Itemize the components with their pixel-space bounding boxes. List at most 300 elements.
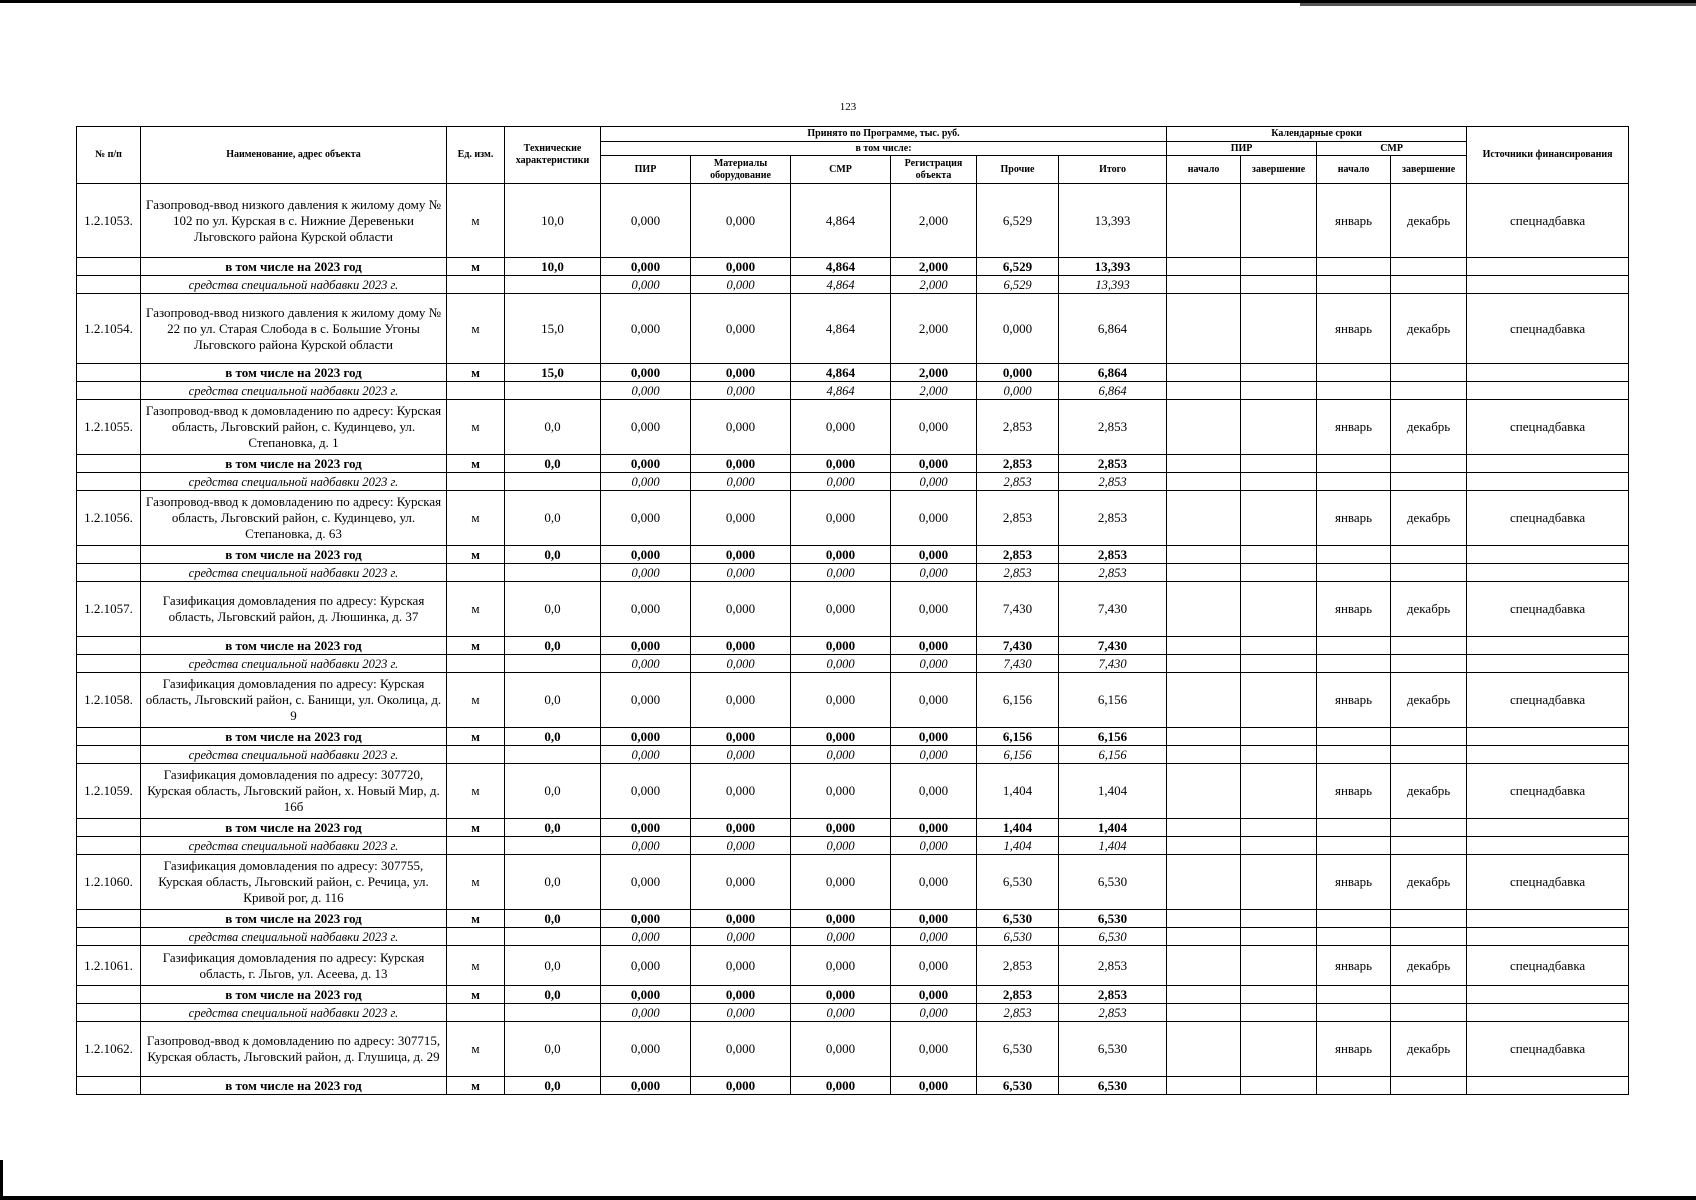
sub-pir: 0,000 xyxy=(601,546,691,564)
total-cell: 6,864 xyxy=(1059,294,1167,364)
other-cell: 0,000 xyxy=(977,294,1059,364)
sub-total: 6,156 xyxy=(1059,728,1167,746)
smr-cell: 0,000 xyxy=(791,491,891,546)
sub-smr: 0,000 xyxy=(791,455,891,473)
fund-pir: 0,000 xyxy=(601,655,691,673)
sub-empty xyxy=(1391,258,1467,276)
fund-empty xyxy=(505,382,601,400)
sub-total: 6,530 xyxy=(1059,910,1167,928)
sub-label: в том числе на 2023 год xyxy=(141,910,447,928)
header-other: Прочие xyxy=(977,156,1059,184)
fund-materials: 0,000 xyxy=(691,655,791,673)
smr-end-cell: декабрь xyxy=(1391,582,1467,637)
subtotal-2023-row xyxy=(77,637,1629,655)
fund-label: средства специальной надбавки 2023 г. xyxy=(141,746,447,764)
subtotal-2023-row xyxy=(77,455,1629,473)
fund-empty xyxy=(505,746,601,764)
sub-pir: 0,000 xyxy=(601,1077,691,1095)
sub-smr: 4,864 xyxy=(791,364,891,382)
sub-empty xyxy=(1391,637,1467,655)
header-including: в том числе: xyxy=(601,142,1167,156)
unit-cell: м xyxy=(447,1022,505,1077)
materials-cell: 0,000 xyxy=(691,491,791,546)
unit-cell: м xyxy=(447,855,505,910)
fund-empty xyxy=(1467,473,1629,491)
fund-total: 6,156 xyxy=(1059,746,1167,764)
sub-materials: 0,000 xyxy=(691,819,791,837)
header-accepted: Принято по Программе, тыс. руб. xyxy=(601,127,1167,142)
fund-label: средства специальной надбавки 2023 г. xyxy=(141,276,447,294)
fund-empty xyxy=(1317,382,1391,400)
fund-smr: 0,000 xyxy=(791,928,891,946)
sub-empty xyxy=(1167,819,1241,837)
fund-empty xyxy=(1241,837,1317,855)
fund-label: средства специальной надбавки 2023 г. xyxy=(141,564,447,582)
sub-pir: 0,000 xyxy=(601,258,691,276)
sub-empty xyxy=(1241,546,1317,564)
smr-end-cell: декабрь xyxy=(1391,294,1467,364)
fund-smr: 0,000 xyxy=(791,1004,891,1022)
total-cell: 6,530 xyxy=(1059,1022,1167,1077)
fund-registration: 2,000 xyxy=(891,276,977,294)
sub-registration: 0,000 xyxy=(891,910,977,928)
fund-other: 2,853 xyxy=(977,1004,1059,1022)
smr-cell: 0,000 xyxy=(791,673,891,728)
sub-pir: 0,000 xyxy=(601,637,691,655)
header-total: Итого xyxy=(1059,156,1167,184)
sub-total: 13,393 xyxy=(1059,258,1167,276)
registration-cell: 2,000 xyxy=(891,294,977,364)
sub-empty xyxy=(77,986,141,1004)
fund-smr: 4,864 xyxy=(791,276,891,294)
sub-registration: 2,000 xyxy=(891,258,977,276)
sub-materials: 0,000 xyxy=(691,728,791,746)
fund-empty xyxy=(1467,746,1629,764)
table-header xyxy=(77,127,1629,184)
source-cell: спецнадбавка xyxy=(1467,400,1629,455)
fund-other: 7,430 xyxy=(977,655,1059,673)
other-cell: 1,404 xyxy=(977,764,1059,819)
fund-smr: 0,000 xyxy=(791,837,891,855)
fund-other: 2,853 xyxy=(977,473,1059,491)
fund-registration: 0,000 xyxy=(891,746,977,764)
subtotal-2023-row xyxy=(77,728,1629,746)
unit-cell: м xyxy=(447,400,505,455)
special-fund-row xyxy=(77,837,1629,855)
object-name: Газопровод-ввод низкого давления к жилому дому № 102 по ул. Курская в с. Нижние Деревеньки Льговского района Курской области xyxy=(141,184,447,258)
sub-empty xyxy=(1317,637,1391,655)
sub-materials: 0,000 xyxy=(691,364,791,382)
sub-smr: 0,000 xyxy=(791,637,891,655)
total-cell: 2,853 xyxy=(1059,491,1167,546)
fund-empty xyxy=(447,473,505,491)
sub-other: 6,530 xyxy=(977,910,1059,928)
special-fund-row xyxy=(77,928,1629,946)
registration-cell: 0,000 xyxy=(891,491,977,546)
sub-label: в том числе на 2023 год xyxy=(141,455,447,473)
sub-empty xyxy=(1167,728,1241,746)
fund-empty xyxy=(1317,473,1391,491)
pir-end-cell xyxy=(1241,673,1317,728)
object-row xyxy=(77,1022,1629,1077)
sub-other: 2,853 xyxy=(977,455,1059,473)
fund-empty xyxy=(77,746,141,764)
unit-cell: м xyxy=(447,184,505,258)
fund-empty xyxy=(447,746,505,764)
header-smr-end: завершение xyxy=(1391,156,1467,184)
sub-other: 0,000 xyxy=(977,364,1059,382)
header-unit: Ед. изм. xyxy=(447,127,505,184)
fund-empty xyxy=(505,928,601,946)
total-cell: 2,853 xyxy=(1059,946,1167,986)
smr-cell: 0,000 xyxy=(791,764,891,819)
sub-empty xyxy=(1467,258,1629,276)
sub-total: 2,853 xyxy=(1059,455,1167,473)
sub-empty xyxy=(1317,258,1391,276)
fund-smr: 0,000 xyxy=(791,564,891,582)
sub-materials: 0,000 xyxy=(691,910,791,928)
sub-empty xyxy=(1241,910,1317,928)
object-id: 1.2.1055. xyxy=(77,400,141,455)
pir-cell: 0,000 xyxy=(601,1022,691,1077)
sub-other: 6,530 xyxy=(977,1077,1059,1095)
smr-end-cell: декабрь xyxy=(1391,400,1467,455)
sub-materials: 0,000 xyxy=(691,637,791,655)
sub-registration: 0,000 xyxy=(891,455,977,473)
fund-registration: 0,000 xyxy=(891,1004,977,1022)
sub-empty xyxy=(1167,258,1241,276)
sub-empty xyxy=(77,1077,141,1095)
source-cell: спецнадбавка xyxy=(1467,1022,1629,1077)
header-cal-pir: ПИР xyxy=(1167,142,1317,156)
object-id: 1.2.1059. xyxy=(77,764,141,819)
pir-cell: 0,000 xyxy=(601,673,691,728)
fund-empty xyxy=(1391,837,1467,855)
fund-total: 1,404 xyxy=(1059,837,1167,855)
fund-materials: 0,000 xyxy=(691,746,791,764)
unit-cell: м xyxy=(447,673,505,728)
fund-empty xyxy=(1391,655,1467,673)
sub-total: 6,864 xyxy=(1059,364,1167,382)
pir-start-cell xyxy=(1167,400,1241,455)
sub-total: 2,853 xyxy=(1059,546,1167,564)
tech-cell: 15,0 xyxy=(505,294,601,364)
sub-tech: 0,0 xyxy=(505,819,601,837)
fund-empty xyxy=(1467,1004,1629,1022)
source-cell: спецнадбавка xyxy=(1467,184,1629,258)
pir-end-cell xyxy=(1241,491,1317,546)
fund-empty xyxy=(505,655,601,673)
source-cell: спецнадбавка xyxy=(1467,294,1629,364)
sub-empty xyxy=(1167,986,1241,1004)
fund-materials: 0,000 xyxy=(691,928,791,946)
sub-empty xyxy=(77,364,141,382)
sub-tech: 0,0 xyxy=(505,455,601,473)
fund-empty xyxy=(447,382,505,400)
sub-smr: 0,000 xyxy=(791,910,891,928)
materials-cell: 0,000 xyxy=(691,764,791,819)
pir-end-cell xyxy=(1241,855,1317,910)
pir-cell: 0,000 xyxy=(601,855,691,910)
pir-start-cell xyxy=(1167,673,1241,728)
fund-total: 7,430 xyxy=(1059,655,1167,673)
materials-cell: 0,000 xyxy=(691,673,791,728)
fund-label: средства специальной надбавки 2023 г. xyxy=(141,928,447,946)
object-row xyxy=(77,582,1629,637)
sub-empty xyxy=(1467,1077,1629,1095)
fund-total: 6,530 xyxy=(1059,928,1167,946)
header-calendar: Календарные сроки xyxy=(1167,127,1467,142)
fund-materials: 0,000 xyxy=(691,837,791,855)
smr-start-cell: январь xyxy=(1317,1022,1391,1077)
sub-empty xyxy=(1391,1077,1467,1095)
sub-unit: м xyxy=(447,258,505,276)
header-pir-end: завершение xyxy=(1241,156,1317,184)
fund-empty xyxy=(1241,473,1317,491)
fund-empty xyxy=(1167,276,1241,294)
fund-empty xyxy=(1167,837,1241,855)
sub-other: 6,529 xyxy=(977,258,1059,276)
sub-empty xyxy=(1391,546,1467,564)
header-materials: Материалы оборудование xyxy=(691,156,791,184)
sub-empty xyxy=(1467,728,1629,746)
registration-cell: 0,000 xyxy=(891,582,977,637)
fund-empty xyxy=(447,276,505,294)
header-pir: ПИР xyxy=(601,156,691,184)
pir-end-cell xyxy=(1241,582,1317,637)
fund-empty xyxy=(505,837,601,855)
fund-empty xyxy=(1167,473,1241,491)
unit-cell: м xyxy=(447,582,505,637)
fund-empty xyxy=(1317,837,1391,855)
sub-empty xyxy=(1467,986,1629,1004)
subtotal-2023-row xyxy=(77,1077,1629,1095)
sub-empty xyxy=(1391,910,1467,928)
fund-empty xyxy=(77,382,141,400)
fund-empty xyxy=(447,928,505,946)
fund-pir: 0,000 xyxy=(601,837,691,855)
tech-cell: 0,0 xyxy=(505,673,601,728)
subtotal-2023-row xyxy=(77,819,1629,837)
sub-empty xyxy=(1317,728,1391,746)
fund-empty xyxy=(1317,928,1391,946)
tech-cell: 10,0 xyxy=(505,184,601,258)
materials-cell: 0,000 xyxy=(691,294,791,364)
fund-pir: 0,000 xyxy=(601,276,691,294)
fund-empty xyxy=(1391,928,1467,946)
object-id: 1.2.1060. xyxy=(77,855,141,910)
fund-empty xyxy=(1241,1004,1317,1022)
smr-start-cell: январь xyxy=(1317,673,1391,728)
pir-start-cell xyxy=(1167,855,1241,910)
sub-pir: 0,000 xyxy=(601,910,691,928)
fund-total: 2,853 xyxy=(1059,564,1167,582)
scan-edge-top-right xyxy=(1300,3,1696,6)
header-registration: Регистрация объекта xyxy=(891,156,977,184)
fund-pir: 0,000 xyxy=(601,928,691,946)
sub-pir: 0,000 xyxy=(601,455,691,473)
materials-cell: 0,000 xyxy=(691,855,791,910)
fund-registration: 0,000 xyxy=(891,564,977,582)
fund-smr: 0,000 xyxy=(791,473,891,491)
pir-start-cell xyxy=(1167,184,1241,258)
materials-cell: 0,000 xyxy=(691,582,791,637)
subtotal-2023-row xyxy=(77,910,1629,928)
fund-empty xyxy=(1241,276,1317,294)
fund-empty xyxy=(1241,382,1317,400)
smr-start-cell: январь xyxy=(1317,764,1391,819)
fund-empty xyxy=(77,564,141,582)
sub-total: 2,853 xyxy=(1059,986,1167,1004)
special-fund-row xyxy=(77,276,1629,294)
smr-cell: 0,000 xyxy=(791,582,891,637)
sub-registration: 0,000 xyxy=(891,986,977,1004)
materials-cell: 0,000 xyxy=(691,184,791,258)
fund-materials: 0,000 xyxy=(691,1004,791,1022)
sub-empty xyxy=(77,637,141,655)
fund-empty xyxy=(1317,746,1391,764)
source-cell: спецнадбавка xyxy=(1467,855,1629,910)
sub-unit: м xyxy=(447,728,505,746)
object-row xyxy=(77,764,1629,819)
scan-edge-left xyxy=(0,1160,3,1200)
fund-empty xyxy=(1241,564,1317,582)
sub-empty xyxy=(1167,910,1241,928)
sub-smr: 4,864 xyxy=(791,258,891,276)
materials-cell: 0,000 xyxy=(691,946,791,986)
source-cell: спецнадбавка xyxy=(1467,946,1629,986)
subtotal-2023-row xyxy=(77,258,1629,276)
sub-empty xyxy=(77,910,141,928)
sub-empty xyxy=(1167,637,1241,655)
object-row xyxy=(77,184,1629,258)
fund-smr: 0,000 xyxy=(791,655,891,673)
fund-total: 13,393 xyxy=(1059,276,1167,294)
smr-start-cell: январь xyxy=(1317,855,1391,910)
other-cell: 2,853 xyxy=(977,400,1059,455)
pir-cell: 0,000 xyxy=(601,400,691,455)
sub-empty xyxy=(1317,364,1391,382)
tech-cell: 0,0 xyxy=(505,491,601,546)
object-id: 1.2.1056. xyxy=(77,491,141,546)
sub-tech: 0,0 xyxy=(505,1077,601,1095)
sub-tech: 0,0 xyxy=(505,637,601,655)
smr-cell: 4,864 xyxy=(791,294,891,364)
object-id: 1.2.1058. xyxy=(77,673,141,728)
smr-end-cell: декабрь xyxy=(1391,946,1467,986)
pir-start-cell xyxy=(1167,294,1241,364)
other-cell: 6,530 xyxy=(977,855,1059,910)
materials-cell: 0,000 xyxy=(691,1022,791,1077)
sub-empty xyxy=(1317,546,1391,564)
sub-empty xyxy=(1391,986,1467,1004)
fund-registration: 0,000 xyxy=(891,837,977,855)
fund-empty xyxy=(1241,655,1317,673)
sub-registration: 0,000 xyxy=(891,1077,977,1095)
sub-empty xyxy=(1391,819,1467,837)
sub-empty xyxy=(77,728,141,746)
sub-empty xyxy=(1391,455,1467,473)
sub-empty xyxy=(1317,986,1391,1004)
fund-empty xyxy=(1467,276,1629,294)
special-fund-row xyxy=(77,746,1629,764)
scan-edge-bottom xyxy=(0,1196,1696,1200)
object-name: Газификация домовладения по адресу: Курская область, Льговский район, д. Люшинка, д. 37 xyxy=(141,582,447,637)
materials-cell: 0,000 xyxy=(691,400,791,455)
fund-label: средства специальной надбавки 2023 г. xyxy=(141,837,447,855)
fund-label: средства специальной надбавки 2023 г. xyxy=(141,1004,447,1022)
sub-empty xyxy=(77,546,141,564)
sub-label: в том числе на 2023 год xyxy=(141,546,447,564)
sub-tech: 10,0 xyxy=(505,258,601,276)
other-cell: 6,529 xyxy=(977,184,1059,258)
total-cell: 2,853 xyxy=(1059,400,1167,455)
fund-empty xyxy=(1317,655,1391,673)
sub-empty xyxy=(1241,637,1317,655)
object-row xyxy=(77,294,1629,364)
unit-cell: м xyxy=(447,946,505,986)
fund-empty xyxy=(1167,382,1241,400)
program-table xyxy=(76,126,1629,1095)
sub-empty xyxy=(1317,455,1391,473)
fund-materials: 0,000 xyxy=(691,276,791,294)
sub-tech: 0,0 xyxy=(505,986,601,1004)
pir-end-cell xyxy=(1241,294,1317,364)
fund-total: 6,864 xyxy=(1059,382,1167,400)
sub-empty xyxy=(1391,364,1467,382)
pir-start-cell xyxy=(1167,764,1241,819)
smr-end-cell: декабрь xyxy=(1391,855,1467,910)
sub-pir: 0,000 xyxy=(601,986,691,1004)
fund-empty xyxy=(505,1004,601,1022)
tech-cell: 0,0 xyxy=(505,1022,601,1077)
sub-pir: 0,000 xyxy=(601,364,691,382)
object-id: 1.2.1054. xyxy=(77,294,141,364)
fund-pir: 0,000 xyxy=(601,382,691,400)
fund-empty xyxy=(505,564,601,582)
pir-cell: 0,000 xyxy=(601,491,691,546)
registration-cell: 0,000 xyxy=(891,1022,977,1077)
object-id: 1.2.1057. xyxy=(77,582,141,637)
smr-start-cell: январь xyxy=(1317,294,1391,364)
fund-label: средства специальной надбавки 2023 г. xyxy=(141,655,447,673)
pir-start-cell xyxy=(1167,491,1241,546)
object-row xyxy=(77,491,1629,546)
pir-end-cell xyxy=(1241,946,1317,986)
smr-start-cell: январь xyxy=(1317,184,1391,258)
fund-other: 2,853 xyxy=(977,564,1059,582)
source-cell: спецнадбавка xyxy=(1467,582,1629,637)
sub-empty xyxy=(1241,819,1317,837)
fund-total: 2,853 xyxy=(1059,1004,1167,1022)
pir-cell: 0,000 xyxy=(601,946,691,986)
tech-cell: 0,0 xyxy=(505,946,601,986)
smr-cell: 0,000 xyxy=(791,855,891,910)
sub-empty xyxy=(1467,364,1629,382)
pir-end-cell xyxy=(1241,184,1317,258)
registration-cell: 0,000 xyxy=(891,673,977,728)
fund-empty xyxy=(1391,473,1467,491)
sub-label: в том числе на 2023 год xyxy=(141,986,447,1004)
fund-other: 6,529 xyxy=(977,276,1059,294)
unit-cell: м xyxy=(447,764,505,819)
fund-empty xyxy=(77,928,141,946)
total-cell: 7,430 xyxy=(1059,582,1167,637)
subtotal-2023-row xyxy=(77,364,1629,382)
sub-empty xyxy=(1317,819,1391,837)
fund-empty xyxy=(1317,1004,1391,1022)
sub-unit: м xyxy=(447,455,505,473)
